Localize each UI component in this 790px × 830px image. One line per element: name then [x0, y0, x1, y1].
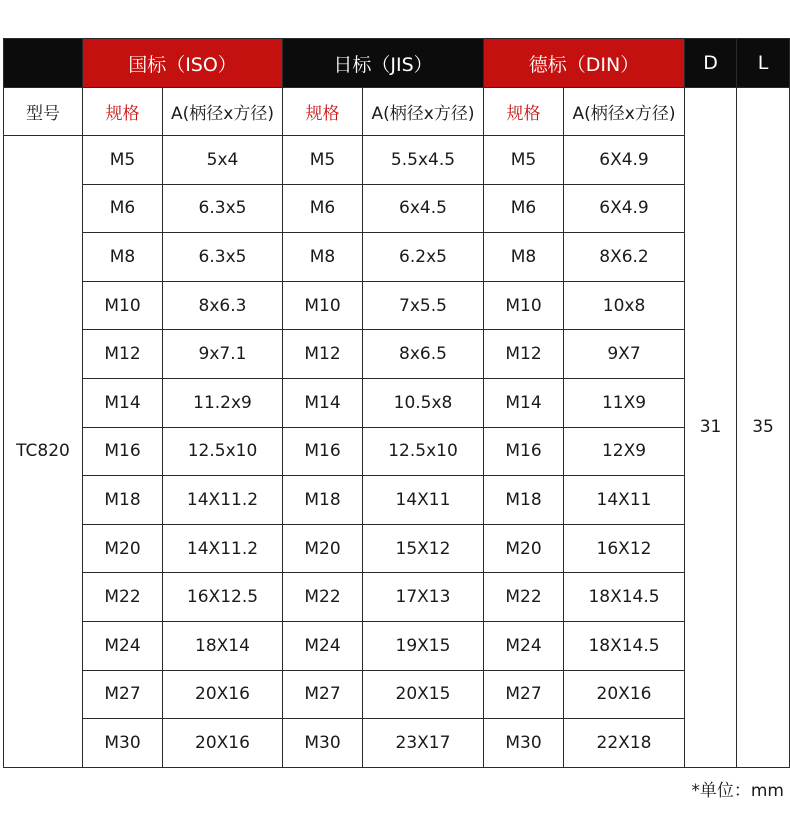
table-row: [4, 281, 790, 330]
table-row: [4, 378, 790, 427]
jis-dims-cell: 12.5x10: [363, 427, 484, 476]
jis-dims-cell: 20X15: [363, 670, 484, 719]
iso-size-cell: M10: [83, 281, 163, 330]
din-size-cell: M30: [484, 719, 564, 768]
iso-dims-cell: 16X12.5: [163, 573, 283, 622]
jis-dims-cell: 6.2x5: [363, 233, 484, 282]
header-iso: 国标（ISO）: [83, 39, 283, 88]
table-row: [4, 524, 790, 573]
iso-size-cell: M27: [83, 670, 163, 719]
subheader-iso-spec: 规格: [83, 88, 163, 136]
din-dims-cell: 9X7: [564, 330, 685, 379]
jis-size-cell: M5: [283, 136, 363, 185]
iso-size-cell: M14: [83, 378, 163, 427]
iso-dims-cell: 20X16: [163, 719, 283, 768]
jis-dims-cell: 7x5.5: [363, 281, 484, 330]
jis-dims-cell: 8x6.5: [363, 330, 484, 379]
jis-size-cell: M16: [283, 427, 363, 476]
jis-size-cell: M24: [283, 621, 363, 670]
table-row: [4, 670, 790, 719]
iso-size-cell: M8: [83, 233, 163, 282]
header-row: [4, 39, 790, 88]
iso-size-cell: M12: [83, 330, 163, 379]
jis-size-cell: M18: [283, 476, 363, 525]
din-dims-cell: 12X9: [564, 427, 685, 476]
subheader-din-dims: A(柄径x方径): [564, 88, 685, 136]
din-size-cell: M24: [484, 621, 564, 670]
subheader-model: 型号: [4, 88, 83, 136]
iso-size-cell: M24: [83, 621, 163, 670]
iso-size-cell: M16: [83, 427, 163, 476]
subheader-iso-dims: A(柄径x方径): [163, 88, 283, 136]
din-dims-cell: 8X6.2: [564, 233, 685, 282]
table-row: [4, 476, 790, 525]
iso-dims-cell: 5x4: [163, 136, 283, 185]
din-size-cell: M22: [484, 573, 564, 622]
table-row: [4, 573, 790, 622]
subheader-jis-spec: 规格: [283, 88, 363, 136]
model-cell: TC820: [4, 136, 83, 768]
iso-size-cell: M18: [83, 476, 163, 525]
iso-dims-cell: 12.5x10: [163, 427, 283, 476]
jis-size-cell: M14: [283, 378, 363, 427]
iso-size-cell: M22: [83, 573, 163, 622]
din-dims-cell: 18X14.5: [564, 621, 685, 670]
din-size-cell: M12: [484, 330, 564, 379]
jis-dims-cell: 19X15: [363, 621, 484, 670]
din-dims-cell: 18X14.5: [564, 573, 685, 622]
din-dims-cell: 22X18: [564, 719, 685, 768]
table-row: [4, 427, 790, 476]
table-row: [4, 719, 790, 768]
din-size-cell: M20: [484, 524, 564, 573]
table-row: [4, 136, 790, 185]
jis-dims-cell: 5.5x4.5: [363, 136, 484, 185]
iso-dims-cell: 6.3x5: [163, 233, 283, 282]
jis-size-cell: M30: [283, 719, 363, 768]
din-dims-cell: 10x8: [564, 281, 685, 330]
din-size-cell: M16: [484, 427, 564, 476]
din-dims-cell: 16X12: [564, 524, 685, 573]
jis-size-cell: M8: [283, 233, 363, 282]
din-size-cell: M8: [484, 233, 564, 282]
jis-dims-cell: 23X17: [363, 719, 484, 768]
jis-size-cell: M27: [283, 670, 363, 719]
iso-dims-cell: 11.2x9: [163, 378, 283, 427]
subheader-row: [4, 88, 790, 136]
iso-dims-cell: 9x7.1: [163, 330, 283, 379]
jis-dims-cell: 14X11: [363, 476, 484, 525]
iso-dims-cell: 8x6.3: [163, 281, 283, 330]
jis-size-cell: M20: [283, 524, 363, 573]
header-jis: 日标（JIS）: [283, 39, 484, 88]
l-value: 35: [737, 88, 790, 768]
jis-dims-cell: 10.5x8: [363, 378, 484, 427]
header-l: L: [737, 39, 790, 88]
iso-size-cell: M30: [83, 719, 163, 768]
table-row: [4, 330, 790, 379]
jis-dims-cell: 17X13: [363, 573, 484, 622]
iso-dims-cell: 18X14: [163, 621, 283, 670]
din-dims-cell: 14X11: [564, 476, 685, 525]
din-size-cell: M14: [484, 378, 564, 427]
spec-table: [3, 38, 790, 768]
jis-size-cell: M12: [283, 330, 363, 379]
iso-dims-cell: 14X11.2: [163, 476, 283, 525]
unit-note: *单位：mm: [691, 781, 784, 801]
din-size-cell: M5: [484, 136, 564, 185]
iso-size-cell: M20: [83, 524, 163, 573]
iso-dims-cell: 14X11.2: [163, 524, 283, 573]
jis-size-cell: M6: [283, 184, 363, 233]
din-size-cell: M10: [484, 281, 564, 330]
din-size-cell: M18: [484, 476, 564, 525]
header-d: D: [685, 39, 737, 88]
header-blank: [4, 39, 83, 88]
din-dims-cell: 20X16: [564, 670, 685, 719]
subheader-jis-dims: A(柄径x方径): [363, 88, 484, 136]
jis-size-cell: M22: [283, 573, 363, 622]
table-row: [4, 621, 790, 670]
jis-dims-cell: 6x4.5: [363, 184, 484, 233]
din-dims-cell: 6X4.9: [564, 184, 685, 233]
din-dims-cell: 6X4.9: [564, 136, 685, 185]
iso-dims-cell: 6.3x5: [163, 184, 283, 233]
jis-size-cell: M10: [283, 281, 363, 330]
table-row: [4, 184, 790, 233]
iso-size-cell: M5: [83, 136, 163, 185]
jis-dims-cell: 15X12: [363, 524, 484, 573]
din-size-cell: M6: [484, 184, 564, 233]
subheader-din-spec: 规格: [484, 88, 564, 136]
iso-size-cell: M6: [83, 184, 163, 233]
din-size-cell: M27: [484, 670, 564, 719]
table-row: [4, 233, 790, 282]
iso-dims-cell: 20X16: [163, 670, 283, 719]
din-dims-cell: 11X9: [564, 378, 685, 427]
d-value: 31: [685, 88, 737, 768]
header-din: 德标（DIN）: [484, 39, 685, 88]
